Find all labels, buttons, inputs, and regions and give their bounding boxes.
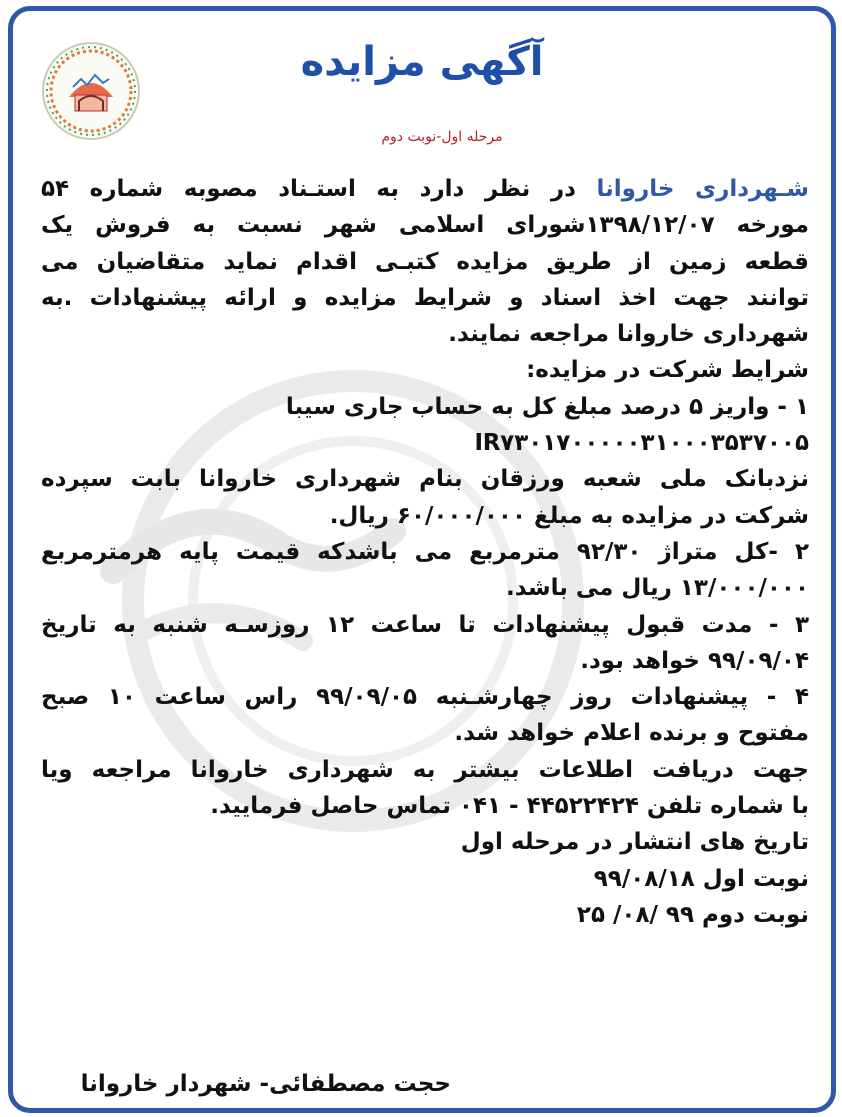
condition-1-bank: نزدبانک ملی شعبه ورزقان بنام شهرداری خاروانا بابت سپرده <box>41 466 809 493</box>
condition-1-amount: شرکت در مزایده به مبلغ ۶۰/۰۰۰/۰۰۰ ریال. <box>329 502 809 529</box>
notice-frame <box>8 6 836 1113</box>
mayor-signature: حجت مصطفائی- شهردار خاروانا <box>80 1071 451 1097</box>
body-line-5: شهرداری خاروانا مراجعه نمایند. <box>448 321 809 348</box>
body-line-3: قطعه زمین از طریق مزایده کتبـی اقدام نماید متقاضیان می <box>41 248 809 275</box>
publish-date-1: نوبت اول ۹۹/۰۸/۱۸ <box>593 865 809 892</box>
condition-3: ۳ - مدت قبول پیشنهادات تا ساعت ۱۲ روزسـه شنبه به تاریخ <box>41 611 809 638</box>
body-line-2: مورخه ۱۳۹۸/۱۲/۰۷شورای اسلامی شهر نسبت به فروش یک <box>41 212 809 239</box>
body-line-1-text: در نظر دارد به استـناد مصوبه شماره ۵۴ <box>41 176 576 202</box>
account-number: IR۷۳۰۱۷۰۰۰۰۰۳۱۰۰۰۳۵۳۷۰۰۵ <box>474 430 809 457</box>
condition-4-result: مفتوح و برنده اعلام خواهد شد. <box>454 720 809 747</box>
body-line-1 <box>41 171 809 207</box>
contact-line-2: با شماره تلفن ۴۴۵۲۲۴۲۴ - ۰۴۱ تماس حاصل فرمایید. <box>210 793 809 820</box>
condition-4: ۴ - پیشنهادات روز چهارشـنبه ۹۹/۰۹/۰۵ راس ساعت ۱۰ صبح <box>41 684 810 711</box>
publish-date-2: نوبت دوم ۹۹ /۰۸/ ۲۵ <box>576 901 809 928</box>
condition-2: ۲ -کل متراژ ۹۲/۳۰ مترمربع می باشدکه قیمت پایه هرمترمربع <box>41 538 809 565</box>
condition-3-date: ۹۹/۰۹/۰۴ خواهد بود. <box>580 647 809 674</box>
conditions-heading: شرایط شرکت در مزایده: <box>526 357 809 384</box>
notice-body <box>41 171 809 933</box>
notice-subtitle: مرحله اول-نوبت دوم <box>381 129 503 145</box>
condition-1: ۱ - واریز ۵ درصد مبلغ کل به حساب جاری سیبا <box>285 393 809 420</box>
publish-dates-heading: تاریخ های انتشار در مرحله اول <box>460 829 809 856</box>
notice-title: آگهی مزایده <box>300 39 544 85</box>
body-line-4: توانند جهت اخذ اسناد و شرایط مزایده و ارائه پیشنهادات .به <box>41 284 809 311</box>
municipality-name: شـهرداری خاروانا <box>596 176 809 202</box>
contact-line-1: جهت دریافت اطلاعات بیشتر به شهرداری خاروانا مراجعه ویا <box>41 756 809 783</box>
condition-2-price: ۱۳/۰۰۰/۰۰۰ ریال می باشد. <box>505 575 809 602</box>
